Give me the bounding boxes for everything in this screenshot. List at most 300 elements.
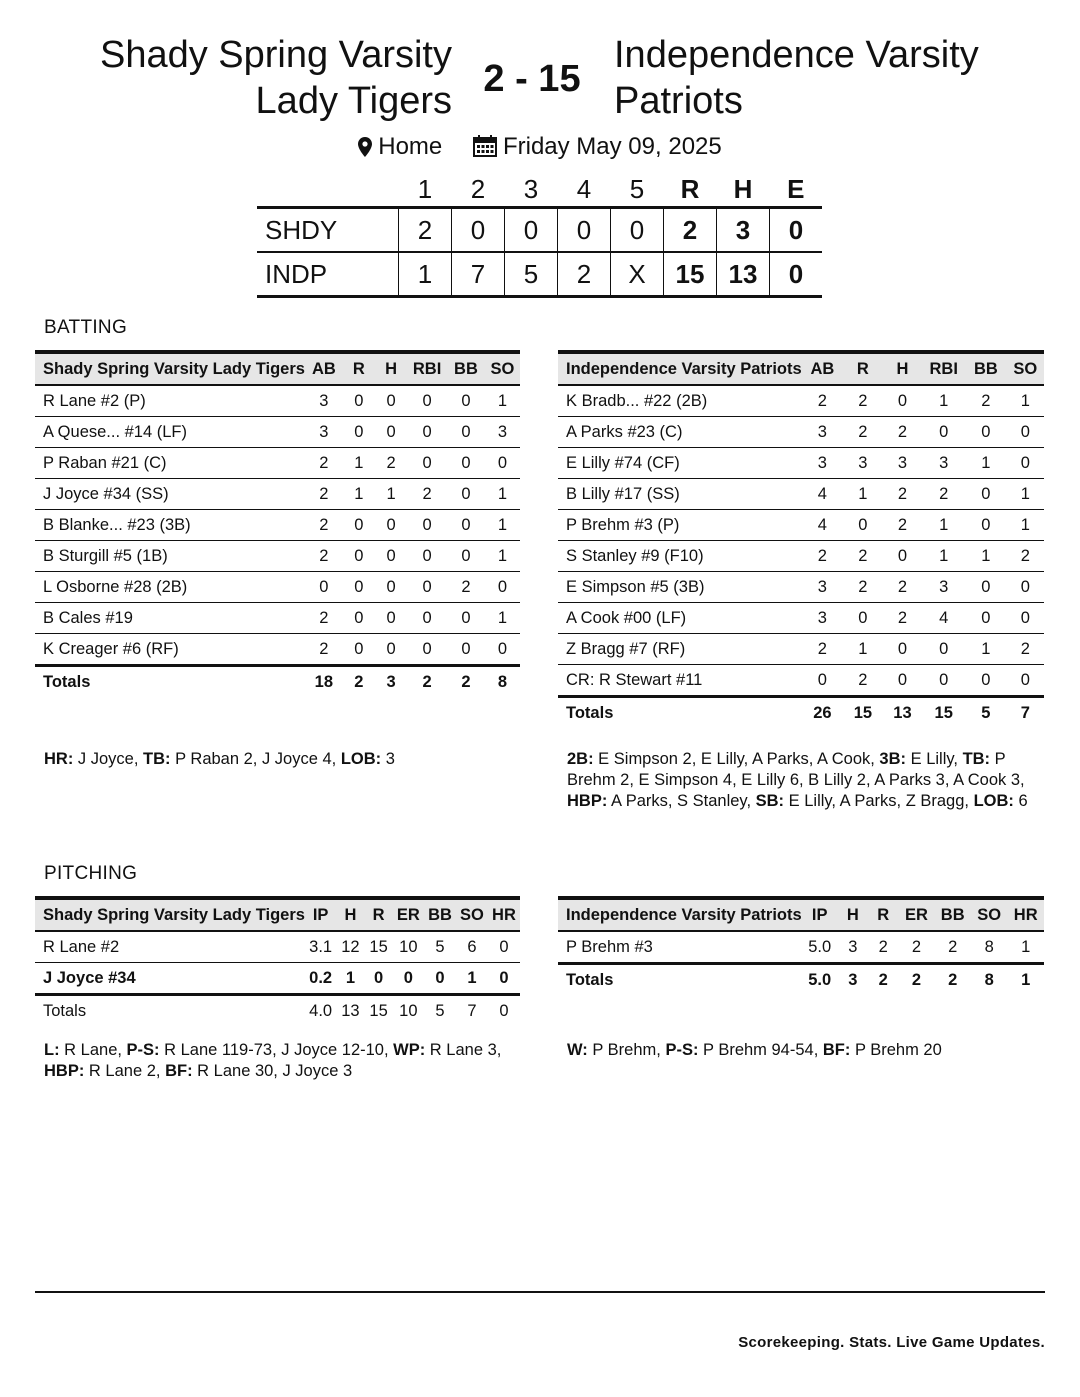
totals-value: 3	[375, 666, 407, 699]
away-team-line2: Patriots	[614, 80, 743, 122]
note-label: WP:	[393, 1041, 426, 1059]
totals-value: 3	[838, 964, 868, 997]
stat-value: 0	[485, 572, 520, 603]
totals-label: Totals	[35, 995, 305, 1028]
stat-value: 3	[802, 448, 843, 479]
stat-value: 0	[817, 670, 827, 689]
stat-column-header: H	[375, 352, 407, 385]
note-label: HR:	[44, 750, 74, 768]
stat-value: 3	[802, 417, 843, 448]
totals-value: 8	[485, 666, 520, 699]
stat-value: 2	[883, 510, 923, 541]
player-name: R Lane #2	[35, 931, 305, 963]
totals-row	[35, 995, 520, 1028]
stat-column-header: SO	[456, 898, 488, 931]
stat-value: 1	[345, 968, 355, 987]
note-text: P Brehm 2, E Simpson 4, E Lilly 6, B Lilly 2, A Parks 3, A Cook 3,	[567, 750, 1030, 789]
table-row	[558, 448, 1044, 479]
home-team-name	[100, 32, 452, 124]
table-row	[35, 603, 520, 634]
errors-header: E	[787, 173, 805, 204]
table-header-row	[558, 352, 1044, 385]
home-pitching-table	[35, 896, 520, 1027]
player-name: B Lilly #17 (SS)	[558, 479, 802, 510]
totals-value: 2	[868, 964, 898, 997]
totals-value: 5.0	[802, 964, 838, 997]
stat-value: 1	[343, 479, 375, 510]
stat-value: 0	[1007, 417, 1044, 448]
totals-value: 1	[1007, 964, 1044, 997]
stat-column-header: R	[868, 898, 898, 931]
stat-value: 1	[922, 541, 965, 572]
stat-value: 0	[343, 385, 375, 417]
stat-value: 2	[305, 479, 343, 510]
stat-value: 2	[911, 937, 922, 956]
totals-value: 26	[802, 697, 843, 730]
stat-value: 0	[843, 510, 883, 541]
stat-column-header: RBI	[407, 352, 447, 385]
stat-column-header: ER	[393, 898, 424, 931]
note-text: P Raban 2, J Joyce 4,	[170, 750, 341, 768]
note-text: R Lane 2,	[84, 1062, 166, 1080]
table-row	[558, 665, 1044, 697]
table-row	[558, 634, 1044, 665]
footer-divider	[35, 1291, 1045, 1293]
totals-label: Totals	[558, 697, 802, 730]
table-row	[558, 572, 1044, 603]
note-text: E Simpson 2, E Lilly, A Parks, A Cook,	[593, 750, 880, 768]
stat-value: 0	[447, 448, 485, 479]
stat-column-header: AB	[305, 352, 343, 385]
stat-value: 1	[1007, 385, 1044, 417]
inning-score: 0	[558, 208, 611, 253]
stat-value: 3	[843, 448, 883, 479]
stat-value: 0	[447, 510, 485, 541]
stat-value: 0	[883, 634, 923, 665]
stat-value: 1	[485, 510, 520, 541]
stat-value: 2	[883, 572, 923, 603]
stat-value: 2	[447, 572, 485, 603]
stat-value: 2	[407, 479, 447, 510]
away-pitching-notes	[567, 1040, 1039, 1061]
stat-column-header: R	[843, 352, 883, 385]
stat-value: 3	[485, 417, 520, 448]
stat-value: 1	[843, 479, 883, 510]
stat-value: 0	[422, 639, 432, 658]
away-team-line1: Independence Varsity	[614, 34, 979, 76]
stat-value: 1	[485, 603, 520, 634]
inning-4-header: 4	[576, 173, 592, 204]
location	[358, 131, 442, 163]
totals-label: Totals	[35, 666, 305, 699]
stat-column-header: BB	[424, 898, 456, 931]
table-row	[558, 385, 1044, 417]
inning-score: 5	[505, 252, 558, 297]
stat-value: 0	[375, 572, 407, 603]
stat-value: 0	[447, 385, 485, 417]
stat-column-header: R	[365, 898, 393, 931]
table-header-row	[35, 898, 520, 931]
stat-value: 0	[343, 510, 375, 541]
stat-value: 2	[858, 670, 868, 689]
stat-value: 0.2	[309, 968, 333, 987]
errors-total: 0	[770, 208, 823, 253]
player-name: P Raban #21 (C)	[35, 448, 305, 479]
table-row	[35, 634, 520, 666]
player-name: CR: R Stewart #11	[566, 670, 703, 689]
stat-value: 12	[336, 931, 364, 963]
player-name: B Blanke... #23 (3B)	[35, 510, 305, 541]
runs-header: R	[680, 173, 700, 204]
note-text: R Lane,	[59, 1041, 127, 1059]
hits-header: H	[733, 173, 753, 204]
stat-column-header: SO	[485, 352, 520, 385]
stat-column-header: AB	[802, 352, 843, 385]
note-text: R Lane 3,	[425, 1041, 506, 1059]
errors-total: 0	[770, 252, 823, 297]
inning-score: 1	[399, 252, 452, 297]
player-name: L Osborne #28 (2B)	[35, 572, 305, 603]
totals-row	[558, 697, 1044, 730]
stat-value: 0	[407, 448, 447, 479]
note-label: HBP:	[567, 792, 608, 810]
note-label: HBP:	[44, 1062, 85, 1080]
stat-value: 0	[375, 385, 407, 417]
stat-value: 2	[883, 603, 923, 634]
hits-total: 13	[717, 252, 770, 297]
stat-value: 1	[922, 385, 965, 417]
stat-value: 4	[802, 479, 843, 510]
stat-value: 0	[343, 417, 375, 448]
player-name: P Brehm #3 (P)	[558, 510, 802, 541]
inning-1-header: 1	[417, 173, 433, 204]
stat-value: 3	[848, 937, 858, 956]
inning-5-header: 5	[629, 173, 645, 204]
table-row	[35, 479, 520, 510]
note-text: E Lilly, A Parks, Z Bragg,	[784, 792, 974, 810]
team-name-header: Independence Varsity Patriots	[558, 898, 802, 931]
totals-value: 18	[305, 666, 343, 699]
stat-value: 0	[883, 541, 923, 572]
table-row	[35, 541, 520, 572]
table-row	[35, 963, 520, 995]
stat-value: 0	[407, 417, 447, 448]
totals-value: 7	[456, 995, 488, 1028]
stat-value: 0	[485, 448, 520, 479]
stat-value: 0	[407, 572, 447, 603]
stat-value: 0	[461, 639, 471, 658]
note-text: E Lilly,	[906, 750, 963, 768]
stat-value: 0	[922, 417, 965, 448]
totals-value: 5	[424, 995, 456, 1028]
note-label: P-S:	[126, 1041, 160, 1059]
player-name: K Bradb... #22 (2B)	[558, 385, 802, 417]
note-label: TB:	[143, 750, 171, 768]
stat-value: 0	[843, 603, 883, 634]
stat-value: 0	[354, 639, 364, 658]
totals-value: 5	[965, 697, 1006, 730]
stat-value: 0	[1007, 572, 1044, 603]
totals-value: 10	[393, 995, 424, 1028]
game-header	[0, 32, 1080, 127]
inning-score: 2	[399, 208, 452, 253]
away-batting-notes	[567, 749, 1039, 812]
stat-value: 4	[802, 510, 843, 541]
stat-value: 0	[965, 603, 1006, 634]
totals-label: Totals	[558, 964, 802, 997]
table-row	[558, 931, 1044, 964]
stat-value: 0	[374, 968, 384, 987]
note-label: P-S:	[665, 1041, 699, 1059]
stat-value: 0	[386, 639, 396, 658]
stat-column-header: SO	[1007, 352, 1044, 385]
team-abbr: INDP	[257, 252, 399, 297]
stat-value: 5.0	[808, 937, 832, 956]
stat-value: 1	[343, 448, 375, 479]
runs-total: 2	[664, 208, 717, 253]
stat-value: 3	[922, 572, 965, 603]
stat-value: 2	[1007, 541, 1044, 572]
totals-value: 13	[336, 995, 364, 1028]
home-team-line1: Shady Spring Varsity	[99, 34, 452, 76]
stat-value: 2	[948, 937, 958, 956]
stat-column-header: HR	[1007, 898, 1044, 931]
stat-value: 2	[375, 448, 407, 479]
home-team-line2: Lady Tigers	[255, 80, 452, 122]
stat-value: 0	[1007, 448, 1044, 479]
totals-value: 2	[447, 666, 485, 699]
note-text: 6	[1013, 792, 1028, 810]
final-score: 2 - 15	[483, 58, 581, 100]
inning-score: 0	[505, 208, 558, 253]
table-row	[35, 385, 520, 417]
stat-value: 0	[883, 385, 923, 417]
stat-value: 2	[843, 385, 883, 417]
home-batting-notes	[44, 749, 514, 770]
table-row	[35, 931, 520, 963]
stat-column-header: RBI	[922, 352, 965, 385]
player-name: B Sturgill #5 (1B)	[35, 541, 305, 572]
stat-column-header: ER	[898, 898, 934, 931]
stat-column-header: R	[343, 352, 375, 385]
location-label: Home	[378, 132, 443, 160]
stat-value: 0	[488, 931, 520, 963]
stat-value: 0	[375, 603, 407, 634]
player-name: P Brehm #3	[566, 937, 653, 956]
note-label: SB:	[755, 792, 785, 810]
note-label: TB:	[962, 750, 991, 768]
note-label: W:	[567, 1041, 588, 1059]
stat-value: 4	[922, 603, 965, 634]
stat-value: 0	[375, 417, 407, 448]
player-name: R Lane #2 (P)	[35, 385, 305, 417]
player-name: K Creager #6 (RF)	[43, 639, 179, 658]
stat-value: 2	[305, 603, 343, 634]
stat-value: 2	[843, 572, 883, 603]
table-row	[558, 479, 1044, 510]
stat-value: 1	[375, 479, 407, 510]
team-abbr: SHDY	[257, 208, 399, 253]
stat-value: 1	[965, 634, 1006, 665]
stat-value: 1	[485, 479, 520, 510]
stat-value: 8	[984, 937, 994, 956]
line-score-row	[257, 252, 822, 297]
totals-value: 2	[934, 964, 971, 997]
team-name-header: Shady Spring Varsity Lady Tigers	[35, 898, 305, 931]
player-name: A Quese... #14 (LF)	[35, 417, 305, 448]
totals-value: 4.0	[305, 995, 336, 1028]
table-row	[35, 510, 520, 541]
stat-value: 0	[447, 479, 485, 510]
table-row	[35, 572, 520, 603]
stat-value: 0	[407, 510, 447, 541]
away-pitching-table	[558, 896, 1044, 996]
stat-value: 0	[497, 639, 508, 658]
footer-tagline: Scorekeeping. Stats. Live Game Updates.	[738, 1334, 1045, 1351]
totals-value: 15	[843, 697, 883, 730]
stat-value: 3	[305, 385, 343, 417]
stat-value: 2	[878, 937, 888, 956]
player-name: B Cales #19	[35, 603, 305, 634]
batting-section-title: BATTING	[44, 317, 128, 338]
stat-value: 0	[375, 541, 407, 572]
stat-value: 0	[447, 603, 485, 634]
stat-column-header: IP	[802, 898, 838, 931]
stat-value: 0	[965, 572, 1006, 603]
stat-value: 3	[305, 417, 343, 448]
note-label: BF:	[165, 1062, 193, 1080]
stat-value: 3	[922, 448, 965, 479]
stat-value: 0	[897, 670, 908, 689]
note-text: P Brehm,	[587, 1041, 666, 1059]
player-name: A Cook #00 (LF)	[558, 603, 802, 634]
stat-value: 0	[407, 385, 447, 417]
game-date	[473, 131, 722, 163]
stat-value: 1	[1021, 937, 1031, 956]
stat-value: 1	[965, 448, 1006, 479]
stat-value: 2	[843, 417, 883, 448]
stat-value: 0	[965, 510, 1006, 541]
stat-value: 2	[319, 639, 329, 658]
stat-value: 0	[981, 670, 991, 689]
stat-value: 0	[965, 479, 1006, 510]
stat-value: 0	[965, 417, 1006, 448]
team-col-header	[257, 172, 399, 208]
stat-value: 1	[922, 510, 965, 541]
totals-value: 13	[883, 697, 923, 730]
stat-value: 0	[435, 968, 445, 987]
totals-value: 15	[365, 995, 393, 1028]
totals-value: 2	[898, 964, 934, 997]
note-label: 2B:	[567, 750, 594, 768]
note-text: 3	[381, 750, 395, 768]
date-label: Friday May 09, 2025	[502, 132, 722, 160]
stat-value: 0	[407, 603, 447, 634]
stat-value: 15	[365, 931, 393, 963]
table-row	[35, 448, 520, 479]
totals-value: 8	[971, 964, 1008, 997]
stat-value: 2	[843, 541, 883, 572]
note-text: A Parks, S Stanley,	[607, 792, 756, 810]
stat-value: 2	[1007, 634, 1044, 665]
pitching-section-title: PITCHING	[44, 863, 138, 884]
player-name: S Stanley #9 (F10)	[558, 541, 802, 572]
note-text: R Lane 30, J Joyce 3	[192, 1062, 353, 1080]
calendar-icon	[473, 135, 497, 157]
note-label: BF:	[822, 1041, 851, 1059]
stat-column-header: BB	[965, 352, 1006, 385]
player-name: E Simpson #5 (3B)	[558, 572, 802, 603]
note-text: P Brehm 20	[850, 1041, 942, 1059]
map-pin-icon	[358, 137, 372, 157]
player-name: A Parks #23 (C)	[558, 417, 802, 448]
stat-value: 2	[883, 479, 923, 510]
stat-value: 0	[305, 572, 343, 603]
stat-value: 0	[922, 634, 965, 665]
stat-column-header: SO	[971, 898, 1008, 931]
player-name: J Joyce #34	[43, 968, 136, 987]
inning-score: 7	[452, 252, 505, 297]
totals-value: 2	[407, 666, 447, 699]
stat-value: 2	[802, 634, 843, 665]
stat-value: 1	[1007, 479, 1044, 510]
stat-value: 2	[305, 510, 343, 541]
table-row	[558, 541, 1044, 572]
inning-score: 0	[611, 208, 664, 253]
stat-column-header: H	[336, 898, 364, 931]
inning-score: X	[611, 252, 664, 297]
totals-value: 0	[488, 995, 520, 1028]
stat-value: 2	[883, 417, 923, 448]
stat-value: 2	[802, 541, 843, 572]
totals-row	[558, 964, 1044, 997]
totals-row	[35, 666, 520, 699]
home-pitching-notes	[44, 1040, 514, 1082]
stat-value: 0	[343, 541, 375, 572]
inning-score: 0	[452, 208, 505, 253]
team-name-header: Independence Varsity Patriots	[558, 352, 802, 385]
stat-value: 0	[343, 603, 375, 634]
table-row	[35, 417, 520, 448]
stat-column-header: H	[883, 352, 923, 385]
stat-value: 3	[883, 448, 923, 479]
stat-value: 0	[375, 510, 407, 541]
stat-value: 0	[1007, 603, 1044, 634]
stat-value: 0	[499, 968, 509, 987]
stat-value: 0	[407, 541, 447, 572]
inning-score: 2	[558, 252, 611, 297]
stat-column-header: IP	[305, 898, 336, 931]
table-header-row	[558, 898, 1044, 931]
note-text: R Lane 119-73, J Joyce 12-10,	[159, 1041, 394, 1059]
note-label: 3B:	[879, 750, 907, 768]
home-batting-table	[35, 350, 520, 698]
table-header-row	[35, 352, 520, 385]
note-label: LOB:	[340, 750, 382, 768]
stat-value: 10	[393, 931, 424, 963]
line-score-table	[257, 172, 822, 298]
note-label: LOB:	[973, 792, 1014, 810]
stat-value: 3	[802, 603, 843, 634]
stat-value: 0	[939, 670, 949, 689]
table-row	[558, 510, 1044, 541]
stat-value: 2	[305, 541, 343, 572]
stat-value: 1	[1007, 510, 1044, 541]
game-meta	[0, 130, 1080, 163]
player-name: J Joyce #34 (SS)	[35, 479, 305, 510]
stat-value: 2	[965, 385, 1006, 417]
totals-value: 15	[922, 697, 965, 730]
